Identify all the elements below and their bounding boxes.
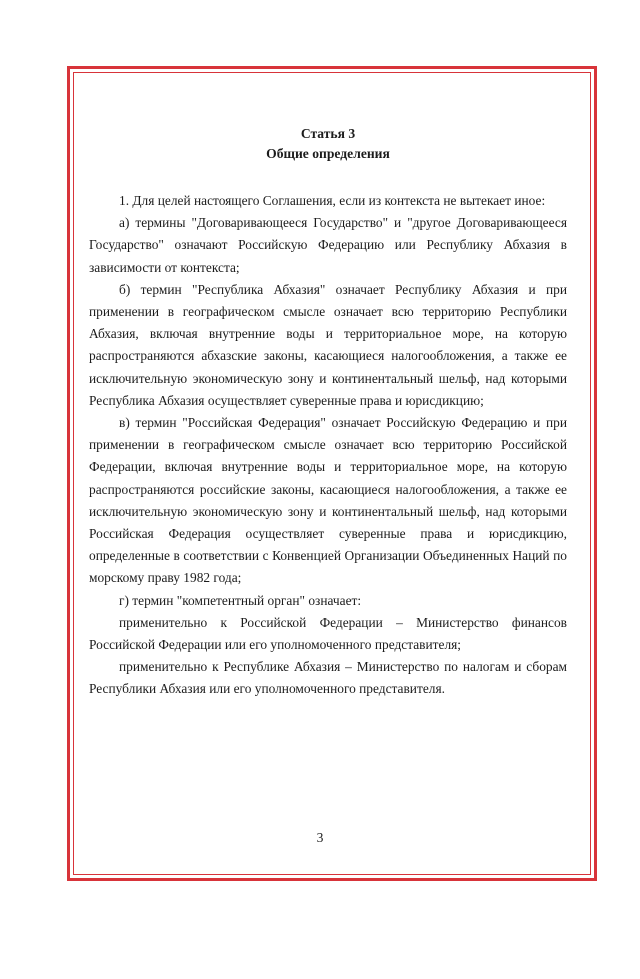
paragraph-b: б) термин "Республика Абхазия" означает Республику Абхазия и при применении в географическом смысле означает всю территорию Республики Абхазия, включая внутренние воды и территориальное море, на которую распространяются абхазские законы, касающиеся налогообложения, а также ее исключительную экономическую зону и континентальный шельф, над которыми Республика Абхазия осуществляет суверенные права и юрисдикцию; xyxy=(89,281,567,408)
paragraph-g-russia: применительно к Российской Федерации – Министерство финансов Российской Федерации или его уполномоченного представителя; xyxy=(89,614,567,653)
paragraph-1: 1. Для целей настоящего Соглашения, если из контекста не вытекает иное: xyxy=(119,193,546,208)
paragraph-g-abkhazia: применительно к Республике Абхазия – Министерство по налогам и сборам Республики Абхазия или его уполномоченного представителя. xyxy=(89,659,567,697)
paragraph-v: в) термин "Российская Федерация" означает Российскую Федерацию и при применении в географическом смысле означает всю территорию Российской Федерации, включая внутренние воды и территориальное море, на которую распространяются российские законы, касающиеся налогообложения, а также ее исключительную экономическую зону и континентальный шельф, над которыми Российская Федерация осуществляет суверенные права и юрисдикцию, определенные в соответствии с Конвенцией Организации Объединенных Наций по морскому праву 1982 года; xyxy=(89,415,567,586)
document-body xyxy=(89,124,567,701)
article-title: Общие определения xyxy=(266,146,390,161)
paragraph-a: а) термины "Договаривающееся Государство" и "другое Договаривающееся Государство" означают Российскую Федерацию или Республику Абхазия в зависимости от контекста; xyxy=(89,215,567,275)
page-number: 3 xyxy=(316,830,324,845)
spacer xyxy=(89,164,567,190)
article-number: Статья 3 xyxy=(300,126,356,141)
paragraph-g: г) термин "компетентный орган" означает: xyxy=(119,592,362,608)
